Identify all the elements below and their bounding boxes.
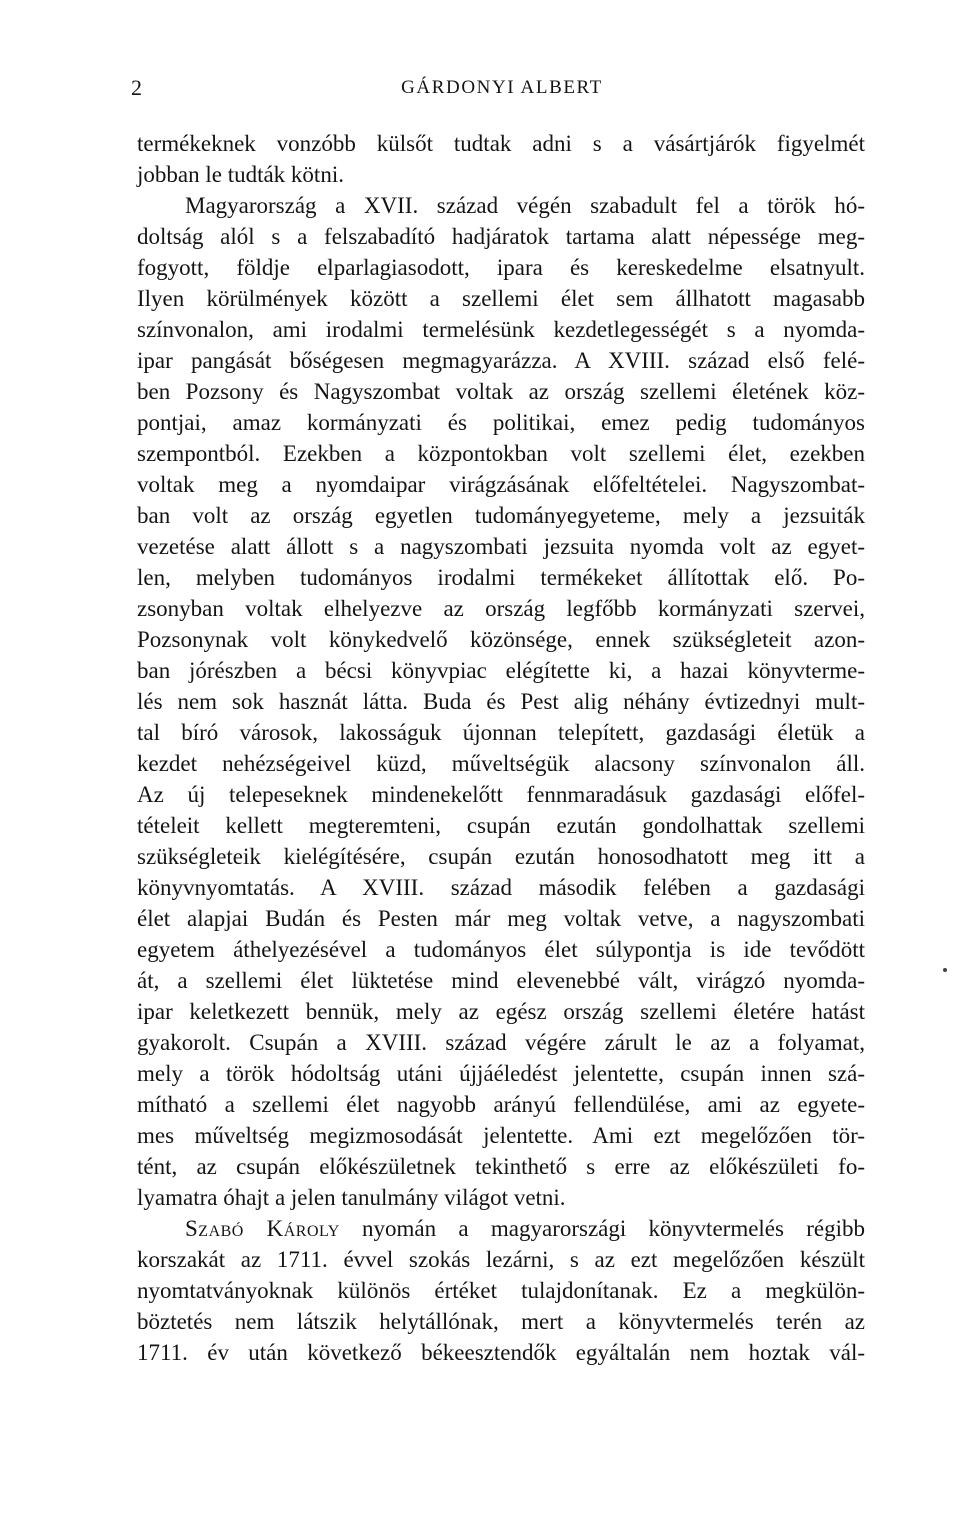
text-line: termékeknek vonzóbb külsőt tudtak adni s a vásártjárók figyelmét <box>137 131 865 156</box>
body-text <box>137 128 865 1368</box>
text-line: szükségleteik kielégítésére, csupán ezután honosodhatott meg itt a <box>137 844 865 869</box>
text-line: szempontból. Ezekben a központokban volt szellemi élet, ezekben <box>137 441 865 466</box>
text-line: jobban le tudták kötni. <box>137 162 344 187</box>
text-line: doltság alól s a felszabadító hadjáratok tartama alatt népessége meg- <box>137 224 865 249</box>
text-line-rest: nyomán a magyarországi könyvtermelés régibb <box>362 1216 865 1241</box>
text-line: Ilyen körülmények között a szellemi élet sem állhatott magasabb <box>137 286 865 311</box>
text-line: lés nem sok hasznát látta. Buda és Pest alig néhány évtizednyi mult- <box>137 689 865 714</box>
text-line: ben Pozsony és Nagyszombat voltak az ország szellemi életének köz- <box>137 379 865 404</box>
text-line: böztetés nem látszik helytállónak, mert a könyvtermelés terén az <box>137 1309 865 1334</box>
text-line: vezetése alatt állott s a nagyszombati jezsuita nyomda volt az egyet- <box>137 534 865 559</box>
text-line: len, melyben tudományos irodalmi termékeket állítottak elő. Po- <box>137 565 865 590</box>
text-line: Az új telepeseknek mindenekelőtt fennmaradásuk gazdasági előfel- <box>137 782 865 807</box>
text-line: pontjai, amaz kormányzati és politikai, emez pedig tudományos <box>137 410 865 435</box>
text-line: Magyarország a XVII. század végén szabadult fel a török hó- <box>185 193 865 218</box>
text-line: tént, az csupán előkészületnek tekinthető s erre az előkészületi fo- <box>137 1154 865 1179</box>
paragraph <box>137 1213 865 1368</box>
text-line: mítható a szellemi élet nagyobb arányú fellendülése, ami az egyete- <box>137 1092 865 1117</box>
text-line: ipar pangását bőségesen megmagyarázza. A XVIII. század első felé- <box>137 348 865 373</box>
text-line: 1711. év után következő békeesztendők egyáltalán nem hoztak vál- <box>137 1340 865 1365</box>
text-line <box>137 1213 865 1244</box>
text-line: egyetem áthelyezésével a tudományos élet súlypontja is ide tevődött <box>137 937 865 962</box>
text-line: Pozsonynak volt könykedvelő közönsége, ennek szükségleteit azon- <box>137 627 865 652</box>
text-line: voltak meg a nyomdaipar virágzásának előfeltételei. Nagyszombat- <box>137 472 865 497</box>
text-line: könyvnyomtatás. A XVIII. század második felében a gazdasági <box>137 875 865 900</box>
text-line: mes műveltség megizmosodását jelentette. Ami ezt megelőzően tör- <box>137 1123 865 1148</box>
text-line: kezdet nehézségeivel küzd, műveltségük alacsony színvonalon áll. <box>137 751 865 776</box>
text-line: tételeit kellett megteremteni, csupán ezután gondolhattak szellemi <box>137 813 865 838</box>
text-line: lyamatra óhajt a jelen tanulmány világot vetni. <box>137 1185 566 1210</box>
text-line: korszakát az 1711. évvel szokás lezárni, s az ezt megelőzően készült <box>137 1247 865 1272</box>
text-line: ban volt az ország egyetlen tudományegyeteme, mely a jezsuiták <box>137 503 865 528</box>
text-line: zsonyban voltak elhelyezve az ország legfőbb kormányzati szervei, <box>137 596 865 621</box>
text-line: nyomtatványoknak különös értéket tulajdonítanak. Ez a megkülön- <box>137 1278 865 1303</box>
page-number: 2 <box>131 75 142 100</box>
text-line: gyakorolt. Csupán a XVIII. század végére zárult le az a folyamat, <box>137 1030 865 1055</box>
text-line: át, a szellemi élet lüktetése mind elevenebbé vált, virágzó nyomda- <box>137 968 865 993</box>
text-line: tal bíró városok, lakosságuk újonnan telepített, gazdasági életük a <box>137 720 865 745</box>
text-line: színvonalon, ami irodalmi termelésünk kezdetlegességét s a nyomda- <box>137 317 865 342</box>
paragraph <box>137 190 865 1213</box>
text-line: ipar keletkezett bennük, mely az egész ország szellemi életére hatást <box>137 999 865 1024</box>
text-line: élet alapjai Budán és Pesten már meg voltak vetve, a nagyszombati <box>137 906 865 931</box>
scan-speck <box>943 968 947 972</box>
text-line: mely a török hódoltság utáni újjáéledést jelentette, csupán innen szá- <box>137 1061 865 1086</box>
text-line: fogyott, földje elparlagiasodott, ipara és kereskedelme elsatnyult. <box>137 255 865 280</box>
author-name-small-caps: Szabó Károly <box>185 1216 340 1241</box>
paragraph <box>137 128 865 190</box>
running-head: GÁRDONYI ALBERT <box>401 77 603 98</box>
text-line: ban jórészben a bécsi könyvpiac elégítette ki, a hazai könyvterme- <box>137 658 865 683</box>
